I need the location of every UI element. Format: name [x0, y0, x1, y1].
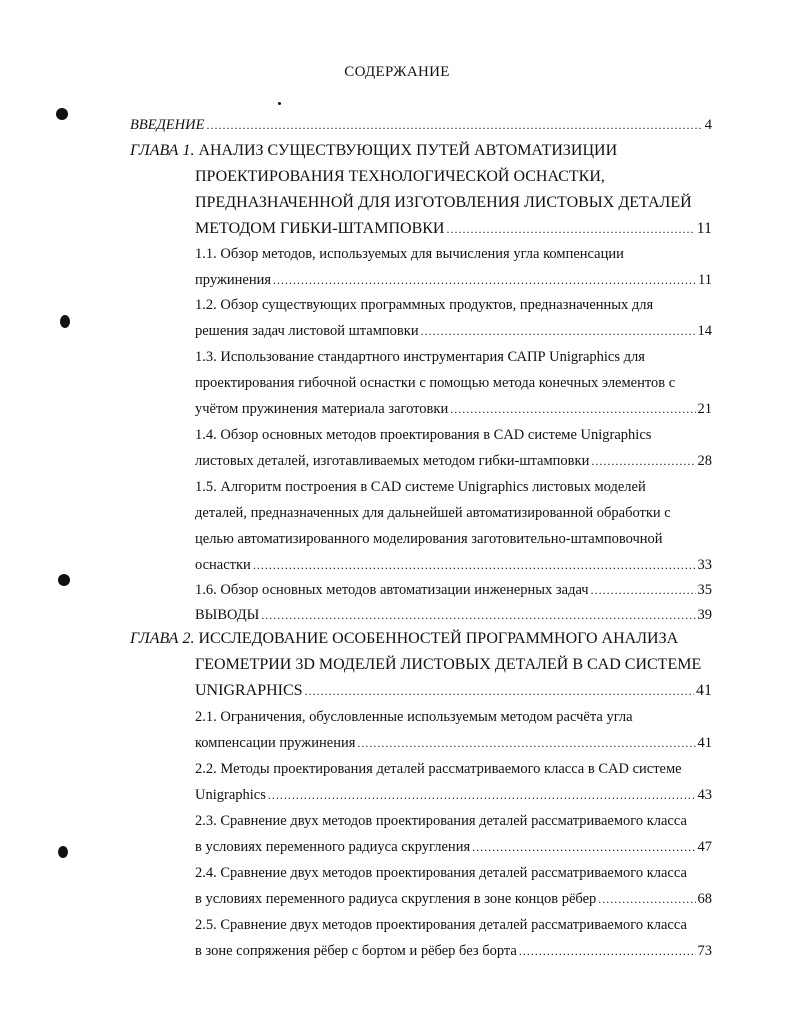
intro-label: ВВЕДЕНИЕ: [130, 117, 205, 133]
toc-entry-2-3[interactable]: [195, 834, 712, 860]
section-line: проектирования гибочной оснастки с помощью метода конечных элементов с: [195, 375, 676, 391]
chapter2-last-line[interactable]: [195, 678, 712, 704]
binding-hole-mark: [60, 315, 70, 328]
toc-entry-1-3[interactable]: [195, 396, 712, 422]
leader-dots: [450, 396, 695, 422]
section-line: 1.6. Обзор основных методов автоматизации инженерных задач: [195, 582, 589, 598]
section-line: компенсации пружинения: [195, 735, 356, 751]
section-line[interactable]: 1.2. Обзор существующих программных продуктов, предназначенных для: [195, 297, 654, 313]
section-line: решения задач листовой штамповки: [195, 323, 419, 339]
page-number: 28: [697, 453, 712, 469]
binding-hole-mark: [58, 846, 68, 858]
toc-entry-2-2[interactable]: [195, 782, 712, 808]
toc-entry-1-4[interactable]: [195, 448, 712, 474]
section-line[interactable]: 2.5. Сравнение двух методов проектирования деталей рассматриваемого класса: [195, 917, 687, 933]
page-number: 41: [697, 735, 712, 751]
chapter1-title-line: АНАЛИЗ СУЩЕСТВУЮЩИХ ПУТЕЙ АВТОМАТИЗИЦИИ: [198, 142, 618, 159]
page-number: 73: [697, 943, 712, 959]
section-line: Unigraphics: [195, 787, 266, 803]
chapter2-title-line: ГЕОМЕТРИИ 3D МОДЕЛЕЙ ЛИСТОВЫХ ДЕТАЛЕЙ В CAD СИСТЕМЕ: [195, 656, 702, 673]
toc-entry-2-4[interactable]: [195, 886, 712, 912]
leader-dots: [591, 448, 695, 474]
toc-entry-1-1[interactable]: [195, 267, 712, 293]
chapter1-title-line: ПРОЕКТИРОВАНИЯ ТЕХНОЛОГИЧЕСКОЙ ОСНАСТКИ,: [195, 168, 605, 185]
section-line: оснастки: [195, 557, 251, 573]
page-number: 68: [697, 891, 712, 907]
scan-speck: [278, 102, 281, 105]
chapter1-title-line: ПРЕДНАЗНАЧЕННОЙ ДЛЯ ИЗГОТОВЛЕНИЯ ЛИСТОВЫХ ДЕТАЛЕЙ: [195, 194, 692, 211]
section-line[interactable]: 1.4. Обзор основных методов проектирования в CAD системе Unigraphics: [195, 427, 652, 443]
chapter1-prefix: ГЛАВА 1.: [130, 142, 195, 159]
section-line[interactable]: 2.1. Ограничения, обусловленные используемым методом расчёта угла: [195, 709, 633, 725]
leader-dots: [268, 782, 696, 808]
leader-dots: [421, 318, 696, 344]
section-line: в условиях переменного радиуса скругления в зоне концов рёбер: [195, 891, 597, 907]
section-line[interactable]: 2.2. Методы проектирования деталей рассматриваемого класса в CAD системе: [195, 761, 682, 777]
leader-dots: [273, 267, 696, 293]
page-number: 11: [696, 220, 712, 237]
leader-dots: [253, 552, 696, 578]
chapter2-title-line: ИССЛЕДОВАНИЕ ОСОБЕННОСТЕЙ ПРОГРАММНОГО АНАЛИЗА: [198, 630, 679, 647]
section-line[interactable]: 2.3. Сравнение двух методов проектирования деталей рассматриваемого класса: [195, 813, 687, 829]
chapter1-heading[interactable]: [130, 138, 617, 164]
section-line[interactable]: 1.3. Использование стандартного инструментария САПР Unigraphics для: [195, 349, 645, 365]
page-number: 47: [697, 839, 712, 855]
binding-hole-mark: [58, 574, 70, 586]
section-line: деталей, предназначенных для дальнейшей автоматизированной обработки с: [195, 505, 671, 521]
chapter2-heading[interactable]: [130, 626, 678, 652]
leader-dots: [261, 602, 695, 628]
leader-dots: [305, 678, 694, 704]
section-line: в условиях переменного радиуса скругления: [195, 839, 471, 855]
section-line: ВЫВОДЫ: [195, 607, 260, 623]
page-number: 4: [704, 117, 712, 133]
chapter2-prefix: ГЛАВА 2.: [130, 630, 195, 647]
toc-entry-1-6[interactable]: [195, 577, 712, 603]
section-line: учётом пружинения материала заготовки: [195, 401, 449, 417]
chapter2-title-line: UNIGRAPHICS: [195, 682, 303, 699]
page-number: 11: [698, 272, 712, 288]
toc-entry-2-1[interactable]: [195, 730, 712, 756]
page-number: 33: [697, 557, 712, 573]
page-number: 39: [697, 607, 712, 623]
page-number: 43: [697, 787, 712, 803]
leader-dots: [519, 938, 696, 964]
leader-dots: [591, 577, 696, 603]
section-line[interactable]: 1.5. Алгоритм построения в CAD системе Unigraphics листовых моделей: [195, 479, 646, 495]
toc-entry-2-5[interactable]: [195, 938, 712, 964]
chapter1-last-line[interactable]: [195, 216, 712, 242]
leader-dots: [206, 112, 702, 138]
binding-hole-mark: [56, 108, 68, 120]
toc-entry-1-5[interactable]: [195, 552, 712, 578]
toc-entry-1-2[interactable]: [195, 318, 712, 344]
page-title: СОДЕРЖАНИЕ: [344, 64, 450, 80]
section-line[interactable]: 2.4. Сравнение двух методов проектирования деталей рассматриваемого класса: [195, 865, 687, 881]
section-line: в зоне сопряжения рёбер с бортом и рёбер без борта: [195, 943, 517, 959]
toc-entry-conclusions[interactable]: [195, 602, 712, 628]
leader-dots: [446, 216, 694, 242]
leader-dots: [472, 834, 695, 860]
page-number: 14: [697, 323, 712, 339]
chapter1-title-line: МЕТОДОМ ГИБКИ-ШТАМПОВКИ: [195, 220, 445, 237]
page-number: 35: [697, 582, 712, 598]
section-line[interactable]: 1.1. Обзор методов, используемых для вычисления угла компенсации: [195, 246, 624, 262]
section-line: целью автоматизированного моделирования заготовительно-штамповочной: [195, 531, 663, 547]
page-number: 41: [696, 682, 712, 699]
section-line: листовых деталей, изготавливаемых методом гибки-штамповки: [195, 453, 590, 469]
leader-dots: [357, 730, 695, 756]
leader-dots: [598, 886, 695, 912]
section-line: пружинения: [195, 272, 272, 288]
toc-entry-intro[interactable]: [130, 112, 712, 138]
page-number: 21: [697, 401, 712, 417]
